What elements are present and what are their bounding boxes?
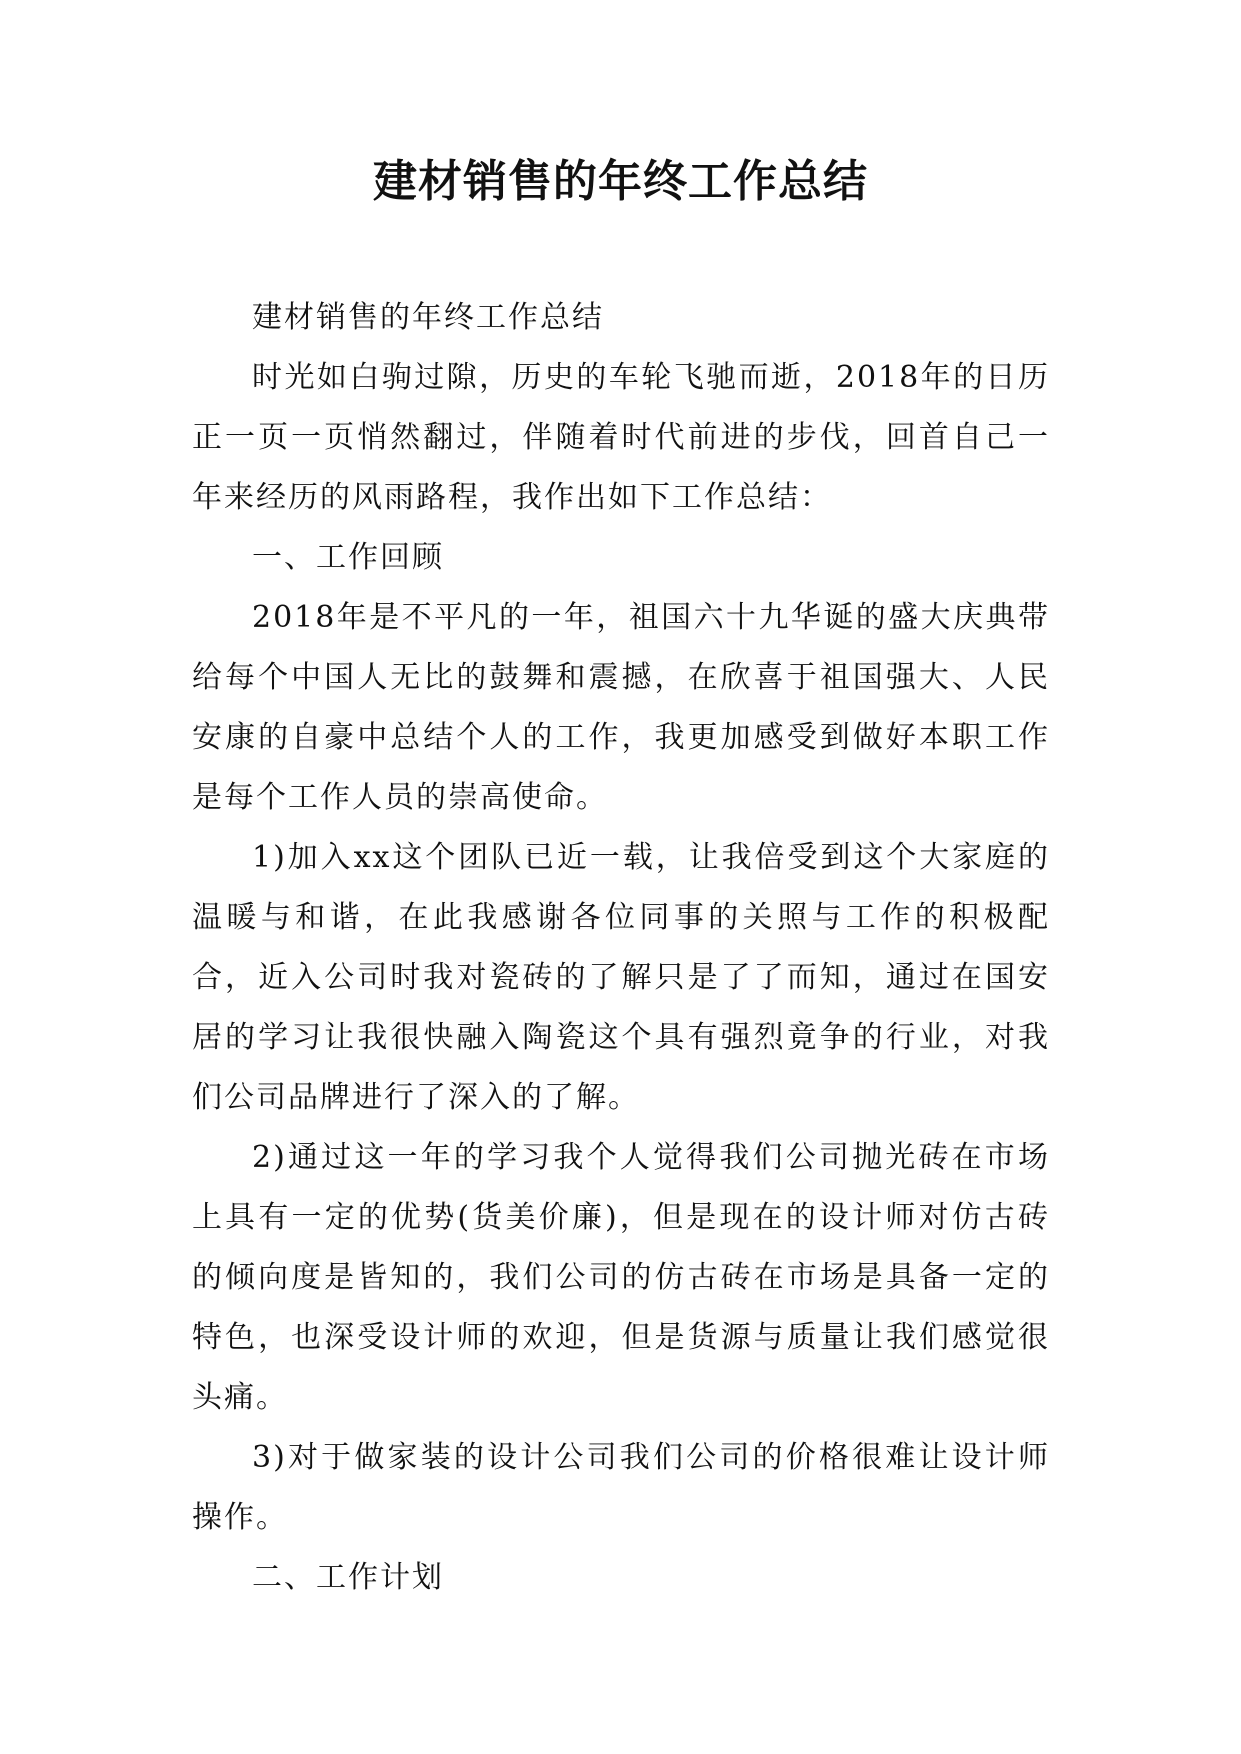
paragraph-point-3: 3)对于做家装的设计公司我们公司的价格很难让设计师操作。	[192, 1440, 1050, 1535]
section-heading-review: 一、工作回顾	[252, 540, 444, 575]
document-body	[192, 288, 1050, 1608]
paragraph-point-1: 1)加入xx这个团队已近一载，让我倍受到这个大家庭的温暖与和谐，在此我感谢各位同事的关照与工作的积极配合，近入公司时我对瓷砖的了解只是了了而知，通过在国安居的学习让我很快融入陶瓷这个具有强烈竟争的行业，对我们公司品牌进行了深入的了解。	[192, 840, 1050, 1115]
paragraph-point-2: 2)通过这一年的学习我个人觉得我们公司抛光砖在市场上具有一定的优势(货美价廉)，但是现在的设计师对仿古砖的倾向度是皆知的，我们公司的仿古砖在市场是具备一定的特色，也深受设计师的欢迎，但是货源与质量让我们感觉很头痛。	[192, 1140, 1050, 1415]
paragraph-intro: 时光如白驹过隙，历史的车轮飞驰而逝，2018年的日历正一页一页悄然翻过，伴随着时代前进的步伐，回首自己一年来经历的风雨路程，我作出如下工作总结：	[192, 360, 1050, 515]
section-heading-plan: 二、工作计划	[252, 1560, 444, 1595]
paragraph-heading: 建材销售的年终工作总结	[252, 300, 604, 335]
document-title: 建材销售的年终工作总结	[373, 156, 868, 207]
paragraph-2018: 2018年是不平凡的一年，祖国六十九华诞的盛大庆典带给每个中国人无比的鼓舞和震撼，在欣喜于祖国强大、人民安康的自豪中总结个人的工作，我更加感受到做好本职工作是每个工作人员的崇高使命。	[192, 600, 1050, 815]
